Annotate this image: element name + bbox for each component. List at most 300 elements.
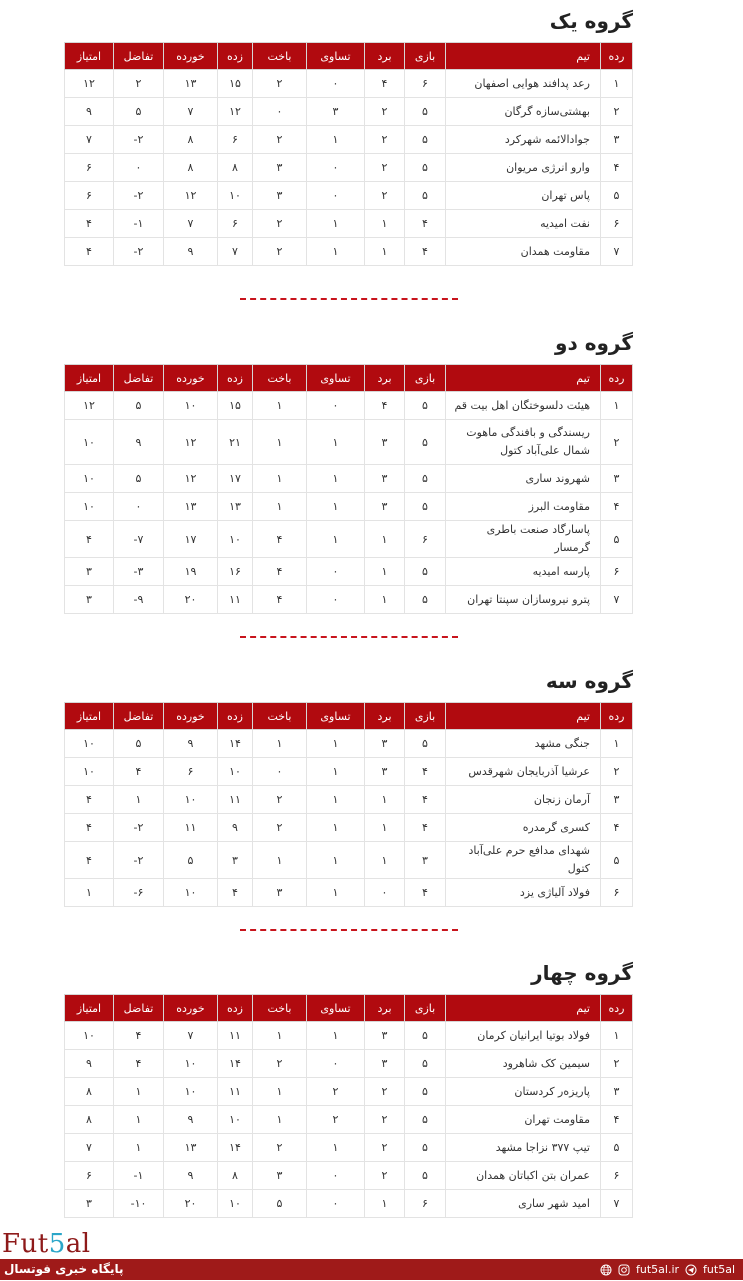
cell-gf: ۱۰ <box>218 1106 253 1134</box>
cell-rank: ۵ <box>601 1134 633 1162</box>
cell-team: شهروند ساری <box>446 465 601 493</box>
cell-played: ۵ <box>405 126 446 154</box>
cell-ga: ۵ <box>164 842 218 879</box>
header-col-played: بازی <box>405 365 446 392</box>
group-4 <box>65 960 633 1218</box>
instagram-icon[interactable] <box>618 1264 630 1276</box>
telegram-icon[interactable] <box>685 1264 697 1276</box>
telegram-handle[interactable]: fut5al <box>703 1263 735 1276</box>
cell-lost: ۱ <box>253 493 307 521</box>
cell-gd: ۹ <box>114 420 164 465</box>
table-row <box>65 1134 633 1162</box>
cell-gf: ۱۱ <box>218 1078 253 1106</box>
group-title: گروه یک <box>549 9 633 33</box>
cell-drawn: ۰ <box>307 70 365 98</box>
cell-won: ۳ <box>365 493 405 521</box>
cell-pts: ۷ <box>65 1134 114 1162</box>
cell-ga: ۱۲ <box>164 465 218 493</box>
cell-pts: ۴ <box>65 842 114 879</box>
table-row <box>65 814 633 842</box>
cell-pts: ۴ <box>65 814 114 842</box>
cell-played: ۴ <box>405 879 446 907</box>
cell-rank: ۶ <box>601 210 633 238</box>
cell-team: جنگی مشهد <box>446 730 601 758</box>
header-col-gf: زده <box>218 365 253 392</box>
cell-played: ۵ <box>405 1134 446 1162</box>
cell-drawn: ۲ <box>307 1078 365 1106</box>
section-divider <box>240 298 458 300</box>
section-divider <box>240 929 458 931</box>
cell-rank: ۲ <box>601 1050 633 1078</box>
table-row <box>65 521 633 558</box>
cell-team: سیمین کک شاهرود <box>446 1050 601 1078</box>
cell-pts: ۱۰ <box>65 465 114 493</box>
cell-lost: ۲ <box>253 1134 307 1162</box>
cell-played: ۵ <box>405 420 446 465</box>
cell-drawn: ۱ <box>307 786 365 814</box>
header-col-gf: زده <box>218 995 253 1022</box>
cell-gd: ۴ <box>114 758 164 786</box>
cell-lost: ۲ <box>253 210 307 238</box>
cell-pts: ۴ <box>65 210 114 238</box>
cell-ga: ۶ <box>164 758 218 786</box>
cell-gd: ۱ <box>114 1134 164 1162</box>
cell-played: ۴ <box>405 786 446 814</box>
cell-drawn: ۰ <box>307 558 365 586</box>
header-col-won: برد <box>365 703 405 730</box>
cell-pts: ۶ <box>65 154 114 182</box>
cell-ga: ۹ <box>164 238 218 266</box>
cell-drawn: ۱ <box>307 842 365 879</box>
globe-icon[interactable] <box>600 1264 612 1276</box>
table-row <box>65 586 633 614</box>
cell-played: ۵ <box>405 558 446 586</box>
cell-gf: ۱۲ <box>218 98 253 126</box>
cell-played: ۶ <box>405 70 446 98</box>
cell-ga: ۸ <box>164 126 218 154</box>
cell-drawn: ۰ <box>307 1190 365 1218</box>
cell-drawn: ۱ <box>307 1022 365 1050</box>
table-row <box>65 420 633 465</box>
table-header-row <box>65 365 633 392</box>
header-col-drawn: تساوی <box>307 43 365 70</box>
group-2 <box>65 330 633 614</box>
cell-won: ۳ <box>365 420 405 465</box>
cell-gd: ۵ <box>114 98 164 126</box>
table-row <box>65 879 633 907</box>
cell-played: ۵ <box>405 1050 446 1078</box>
cell-gd: ۳- <box>114 558 164 586</box>
cell-lost: ۱ <box>253 842 307 879</box>
cell-drawn: ۱ <box>307 879 365 907</box>
cell-gd: ۲ <box>114 70 164 98</box>
cell-team: نفت امیدیه <box>446 210 601 238</box>
group-title: گروه چهار <box>531 961 633 985</box>
cell-pts: ۸ <box>65 1106 114 1134</box>
cell-won: ۱ <box>365 786 405 814</box>
cell-played: ۵ <box>405 154 446 182</box>
cell-won: ۲ <box>365 126 405 154</box>
cell-pts: ۳ <box>65 586 114 614</box>
cell-won: ۳ <box>365 1050 405 1078</box>
cell-lost: ۳ <box>253 154 307 182</box>
cell-team: مقاومت تهران <box>446 1106 601 1134</box>
header-col-gd: تفاضل <box>114 703 164 730</box>
cell-gf: ۱۴ <box>218 730 253 758</box>
cell-team: پاسارگاد صنعت باطری گرمسار <box>446 521 601 558</box>
cell-rank: ۲ <box>601 98 633 126</box>
cell-ga: ۹ <box>164 730 218 758</box>
header-col-won: برد <box>365 995 405 1022</box>
cell-team: آرمان زنجان <box>446 786 601 814</box>
header-col-played: بازی <box>405 995 446 1022</box>
website-link[interactable]: fut5al.ir <box>636 1263 680 1276</box>
header-col-ga: خورده <box>164 43 218 70</box>
cell-gd: ۱ <box>114 1106 164 1134</box>
cell-played: ۶ <box>405 521 446 558</box>
cell-ga: ۱۷ <box>164 521 218 558</box>
cell-drawn: ۰ <box>307 392 365 420</box>
cell-won: ۱ <box>365 558 405 586</box>
header-col-rank: رده <box>601 703 633 730</box>
cell-played: ۵ <box>405 493 446 521</box>
cell-won: ۱ <box>365 814 405 842</box>
cell-lost: ۰ <box>253 98 307 126</box>
cell-team: فولاد آلیاژی یزد <box>446 879 601 907</box>
cell-gd: ۲- <box>114 238 164 266</box>
cell-lost: ۱ <box>253 1106 307 1134</box>
cell-gf: ۱۰ <box>218 1190 253 1218</box>
cell-gf: ۱۶ <box>218 558 253 586</box>
header-col-lost: باخت <box>253 995 307 1022</box>
cell-rank: ۷ <box>601 1190 633 1218</box>
header-col-rank: رده <box>601 995 633 1022</box>
cell-drawn: ۱ <box>307 1134 365 1162</box>
cell-rank: ۱ <box>601 730 633 758</box>
group-3 <box>65 668 633 907</box>
cell-ga: ۱۰ <box>164 879 218 907</box>
cell-gf: ۱۱ <box>218 786 253 814</box>
cell-won: ۰ <box>365 879 405 907</box>
cell-won: ۲ <box>365 1106 405 1134</box>
logo-five: 5 <box>48 1229 66 1259</box>
cell-drawn: ۱ <box>307 210 365 238</box>
cell-drawn: ۱ <box>307 814 365 842</box>
cell-gd: ۰ <box>114 154 164 182</box>
table-row <box>65 842 633 879</box>
cell-lost: ۲ <box>253 70 307 98</box>
cell-team: جوادالائمه شهرکرد <box>446 126 601 154</box>
cell-ga: ۱۰ <box>164 1050 218 1078</box>
footer <box>0 1229 743 1280</box>
group-title: گروه دو <box>555 331 633 355</box>
cell-gd: ۲- <box>114 126 164 154</box>
table-row <box>65 730 633 758</box>
cell-pts: ۶ <box>65 1162 114 1190</box>
cell-rank: ۱ <box>601 1022 633 1050</box>
header-col-played: بازی <box>405 703 446 730</box>
cell-pts: ۱۲ <box>65 392 114 420</box>
header-col-gd: تفاضل <box>114 995 164 1022</box>
header-col-gf: زده <box>218 43 253 70</box>
fut5al-logo <box>2 1229 91 1259</box>
cell-pts: ۱۰ <box>65 420 114 465</box>
cell-ga: ۲۰ <box>164 1190 218 1218</box>
table-row <box>65 1162 633 1190</box>
cell-gf: ۱۰ <box>218 182 253 210</box>
table-row <box>65 465 633 493</box>
cell-rank: ۳ <box>601 786 633 814</box>
cell-rank: ۵ <box>601 842 633 879</box>
cell-gf: ۱۷ <box>218 465 253 493</box>
cell-rank: ۴ <box>601 814 633 842</box>
footer-tagline: پایگاه خبری فوتسال <box>4 1262 124 1276</box>
cell-won: ۴ <box>365 70 405 98</box>
cell-rank: ۵ <box>601 182 633 210</box>
cell-gf: ۱۴ <box>218 1050 253 1078</box>
cell-drawn: ۱ <box>307 730 365 758</box>
cell-ga: ۱۰ <box>164 392 218 420</box>
cell-rank: ۴ <box>601 154 633 182</box>
cell-rank: ۳ <box>601 1078 633 1106</box>
cell-lost: ۴ <box>253 521 307 558</box>
cell-drawn: ۳ <box>307 98 365 126</box>
cell-lost: ۱ <box>253 392 307 420</box>
cell-played: ۵ <box>405 182 446 210</box>
cell-ga: ۹ <box>164 1106 218 1134</box>
table-row <box>65 1190 633 1218</box>
cell-rank: ۶ <box>601 879 633 907</box>
cell-gf: ۱۳ <box>218 493 253 521</box>
cell-rank: ۷ <box>601 238 633 266</box>
cell-lost: ۳ <box>253 879 307 907</box>
cell-rank: ۱ <box>601 70 633 98</box>
cell-pts: ۹ <box>65 98 114 126</box>
footer-social <box>600 1261 735 1278</box>
cell-ga: ۷ <box>164 1022 218 1050</box>
header-col-ga: خورده <box>164 995 218 1022</box>
cell-played: ۵ <box>405 1022 446 1050</box>
table-row <box>65 1022 633 1050</box>
cell-gf: ۶ <box>218 210 253 238</box>
cell-lost: ۲ <box>253 786 307 814</box>
cell-ga: ۹ <box>164 1162 218 1190</box>
header-col-pts: امتیاز <box>65 995 114 1022</box>
cell-team: مقاومت البرز <box>446 493 601 521</box>
cell-ga: ۱۱ <box>164 814 218 842</box>
cell-won: ۱ <box>365 1190 405 1218</box>
cell-won: ۲ <box>365 98 405 126</box>
cell-drawn: ۰ <box>307 154 365 182</box>
cell-gf: ۱۰ <box>218 521 253 558</box>
cell-played: ۵ <box>405 465 446 493</box>
logo-prefix: Fut <box>2 1229 49 1259</box>
cell-won: ۲ <box>365 1078 405 1106</box>
cell-pts: ۱ <box>65 879 114 907</box>
cell-gf: ۹ <box>218 814 253 842</box>
table-row <box>65 1050 633 1078</box>
cell-lost: ۰ <box>253 758 307 786</box>
cell-drawn: ۲ <box>307 1106 365 1134</box>
cell-drawn: ۱ <box>307 238 365 266</box>
cell-played: ۵ <box>405 1162 446 1190</box>
cell-team: پارسه امیدیه <box>446 558 601 586</box>
cell-lost: ۱ <box>253 730 307 758</box>
cell-ga: ۷ <box>164 210 218 238</box>
cell-gd: ۲- <box>114 182 164 210</box>
cell-team: هیئت دلسوختگان اهل بیت قم <box>446 392 601 420</box>
table-row <box>65 786 633 814</box>
cell-team: پترو نیروسازان سپنتا تهران <box>446 586 601 614</box>
cell-team: فولاد بوتیا ایرانیان کرمان <box>446 1022 601 1050</box>
cell-drawn: ۰ <box>307 1050 365 1078</box>
header-col-rank: رده <box>601 43 633 70</box>
cell-played: ۵ <box>405 730 446 758</box>
cell-gf: ۲۱ <box>218 420 253 465</box>
header-col-team: تیم <box>446 995 601 1022</box>
cell-rank: ۴ <box>601 1106 633 1134</box>
cell-rank: ۲ <box>601 758 633 786</box>
header-col-gd: تفاضل <box>114 365 164 392</box>
cell-played: ۴ <box>405 814 446 842</box>
cell-pts: ۱۰ <box>65 758 114 786</box>
cell-won: ۴ <box>365 392 405 420</box>
cell-won: ۳ <box>365 1022 405 1050</box>
footer-bar <box>0 1259 743 1280</box>
table-header-row <box>65 43 633 70</box>
cell-gd: ۵ <box>114 465 164 493</box>
table-row <box>65 493 633 521</box>
header-col-drawn: تساوی <box>307 995 365 1022</box>
cell-gf: ۶ <box>218 126 253 154</box>
standings-table <box>64 364 633 614</box>
cell-rank: ۳ <box>601 126 633 154</box>
cell-pts: ۴ <box>65 521 114 558</box>
cell-pts: ۴ <box>65 238 114 266</box>
cell-gd: ۵ <box>114 392 164 420</box>
cell-won: ۳ <box>365 758 405 786</box>
cell-played: ۳ <box>405 842 446 879</box>
cell-lost: ۴ <box>253 558 307 586</box>
cell-lost: ۱ <box>253 1022 307 1050</box>
logo-suffix: al <box>65 1229 91 1259</box>
cell-played: ۴ <box>405 758 446 786</box>
standings-table <box>64 702 633 907</box>
cell-gf: ۱۵ <box>218 70 253 98</box>
cell-lost: ۲ <box>253 1050 307 1078</box>
cell-played: ۴ <box>405 238 446 266</box>
cell-ga: ۱۰ <box>164 1078 218 1106</box>
cell-team: شهدای مدافع حرم علی‌آباد کتول <box>446 842 601 879</box>
cell-gd: ۱- <box>114 1162 164 1190</box>
cell-drawn: ۱ <box>307 521 365 558</box>
cell-rank: ۷ <box>601 586 633 614</box>
cell-lost: ۲ <box>253 238 307 266</box>
cell-played: ۶ <box>405 1190 446 1218</box>
cell-pts: ۱۰ <box>65 730 114 758</box>
cell-gd: ۵ <box>114 730 164 758</box>
cell-won: ۲ <box>365 182 405 210</box>
group-1 <box>65 8 633 266</box>
header-col-gd: تفاضل <box>114 43 164 70</box>
cell-rank: ۱ <box>601 392 633 420</box>
cell-won: ۳ <box>365 730 405 758</box>
cell-drawn: ۱ <box>307 126 365 154</box>
header-col-pts: امتیاز <box>65 43 114 70</box>
cell-drawn: ۰ <box>307 1162 365 1190</box>
cell-gf: ۱۵ <box>218 392 253 420</box>
cell-won: ۱ <box>365 842 405 879</box>
cell-drawn: ۰ <box>307 182 365 210</box>
cell-gf: ۴ <box>218 879 253 907</box>
header-col-lost: باخت <box>253 43 307 70</box>
cell-lost: ۱ <box>253 1078 307 1106</box>
cell-ga: ۱۳ <box>164 493 218 521</box>
cell-lost: ۳ <box>253 182 307 210</box>
cell-gf: ۳ <box>218 842 253 879</box>
cell-ga: ۱۹ <box>164 558 218 586</box>
table-row <box>65 1106 633 1134</box>
cell-ga: ۱۳ <box>164 70 218 98</box>
cell-won: ۲ <box>365 1162 405 1190</box>
cell-gf: ۱۰ <box>218 758 253 786</box>
header-col-rank: رده <box>601 365 633 392</box>
cell-ga: ۷ <box>164 98 218 126</box>
cell-team: امید شهر ساری <box>446 1190 601 1218</box>
cell-gd: ۲- <box>114 814 164 842</box>
cell-pts: ۴ <box>65 786 114 814</box>
cell-drawn: ۱ <box>307 493 365 521</box>
cell-played: ۵ <box>405 1078 446 1106</box>
cell-team: پاس تهران <box>446 182 601 210</box>
header-col-drawn: تساوی <box>307 703 365 730</box>
cell-team: رعد پدافند هوایی اصفهان <box>446 70 601 98</box>
cell-played: ۴ <box>405 210 446 238</box>
cell-gd: ۹- <box>114 586 164 614</box>
cell-lost: ۵ <box>253 1190 307 1218</box>
table-row <box>65 98 633 126</box>
cell-played: ۵ <box>405 586 446 614</box>
cell-team: ریسندگی و بافندگی ماهوت شمال علی‌آباد کتول <box>446 420 601 465</box>
table-row <box>65 758 633 786</box>
cell-lost: ۴ <box>253 586 307 614</box>
cell-team: مقاومت همدان <box>446 238 601 266</box>
cell-gf: ۱۱ <box>218 1022 253 1050</box>
header-col-team: تیم <box>446 703 601 730</box>
cell-rank: ۳ <box>601 465 633 493</box>
cell-won: ۱ <box>365 210 405 238</box>
cell-team: پاریزه‌ر کردستان <box>446 1078 601 1106</box>
cell-rank: ۲ <box>601 420 633 465</box>
cell-ga: ۲۰ <box>164 586 218 614</box>
section-divider <box>240 636 458 638</box>
cell-team: کسری گرمدره <box>446 814 601 842</box>
table-header-row <box>65 995 633 1022</box>
cell-rank: ۶ <box>601 558 633 586</box>
cell-gf: ۸ <box>218 154 253 182</box>
cell-team: عرشیا آذربایجان شهرقدس <box>446 758 601 786</box>
cell-gd: ۰ <box>114 493 164 521</box>
cell-gd: ۱ <box>114 786 164 814</box>
cell-gd: ۱۰- <box>114 1190 164 1218</box>
header-col-pts: امتیاز <box>65 703 114 730</box>
table-row <box>65 126 633 154</box>
group-title: گروه سه <box>545 669 633 693</box>
cell-won: ۲ <box>365 154 405 182</box>
table-row <box>65 238 633 266</box>
table-row <box>65 558 633 586</box>
cell-pts: ۳ <box>65 558 114 586</box>
